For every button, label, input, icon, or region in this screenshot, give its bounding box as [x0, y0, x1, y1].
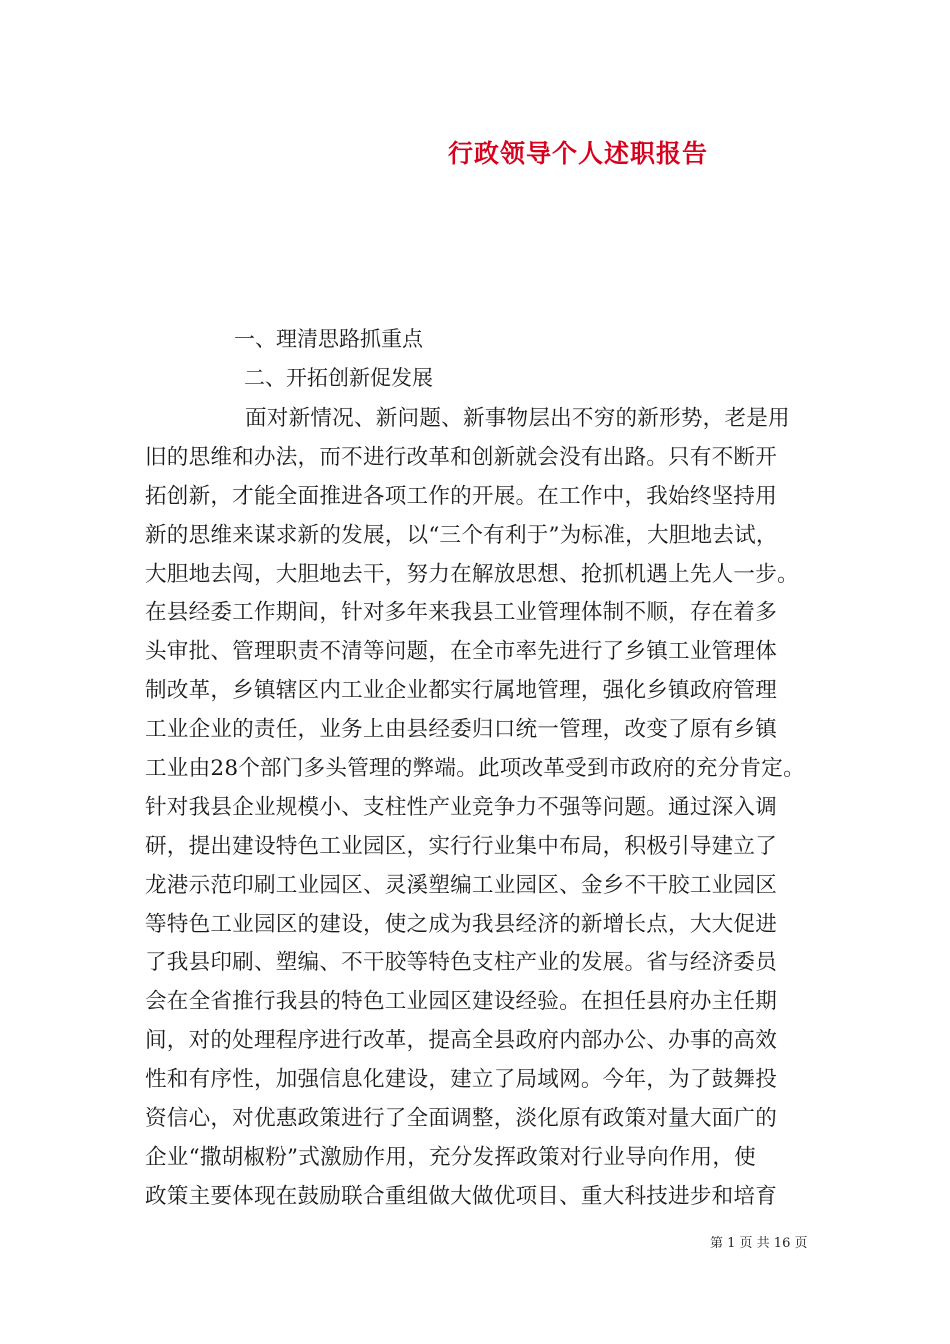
- paragraph-line: 会在全省推行我县的特色工业园区建设经验。在担任县府办主任期: [145, 989, 778, 1015]
- paragraph-line: 新的思维来谋求新的发展，以“三个有利于”为标准，大胆地去试，: [145, 522, 778, 548]
- paragraph-line: 了我县印刷、塑编、不干胶等特色支柱产业的发展。省与经济委员: [145, 950, 778, 976]
- body-paragraph: [145, 400, 825, 1217]
- paragraph-line: 面对新情况、新问题、新事物层出不穷的新形势，老是用: [245, 406, 790, 431]
- document-title: 行政领导个人述职报告: [448, 139, 709, 168]
- paragraph-line: 工业由28个部门多头管理的弊端。此项改革受到市政府的充分肯定。: [145, 756, 805, 782]
- section-heading-1: 一、理清思路抓重点: [234, 327, 423, 351]
- paragraph-line: 头审批、管理职责不清等问题，在全市率先进行了乡镇工业管理体: [145, 639, 778, 665]
- paragraph-line: 企业“撒胡椒粉”式激励作用，充分发挥政策对行业导向作用，使: [145, 1144, 756, 1170]
- paragraph-line: 间，对的处理程序进行改革，提高全县政府内部办公、办事的高效: [145, 1028, 778, 1054]
- paragraph-line: 等特色工业园区的建设，使之成为我县经济的新增长点，大大促进: [145, 911, 778, 937]
- paragraph-line: 旧的思维和办法，而不进行改革和创新就会没有出路。只有不断开: [145, 444, 778, 470]
- paragraph-line: 大胆地去闯，大胆地去干，努力在解放思想、抢抓机遇上先人一步。: [145, 561, 799, 587]
- paragraph-line: 龙港示范印刷工业园区、灵溪塑编工业园区、金乡不干胶工业园区: [145, 872, 778, 898]
- section-heading-2: 二、开拓创新促发展: [244, 366, 433, 390]
- paragraph-line: 拓创新，才能全面推进各项工作的开展。在工作中，我始终坚持用: [145, 483, 778, 509]
- paragraph-line: 制改革，乡镇辖区内工业企业都实行属地管理，强化乡镇政府管理: [145, 678, 778, 704]
- paragraph-line: 研，提出建设特色工业园区，实行行业集中布局，积极引导建立了: [145, 833, 778, 859]
- paragraph-line: 政策主要体现在鼓励联合重组做大做优项目、重大科技进步和培育: [145, 1183, 778, 1209]
- paragraph-line: 针对我县企业规模小、支柱性产业竞争力不强等问题。通过深入调: [145, 794, 778, 820]
- paragraph-line: 性和有序性，加强信息化建设，建立了局域网。今年，为了鼓舞投: [145, 1067, 778, 1093]
- paragraph-line: 资信心，对优惠政策进行了全面调整，淡化原有政策对量大面广的: [145, 1106, 778, 1132]
- paragraph-line: 工业企业的责任，业务上由县经委归口统一管理，改变了原有乡镇: [145, 717, 778, 743]
- page-number-footer: 第 1 页 共 16 页: [710, 1236, 808, 1251]
- paragraph-line: 在县经委工作期间，针对多年来我县工业管理体制不顺，存在着多: [145, 600, 778, 626]
